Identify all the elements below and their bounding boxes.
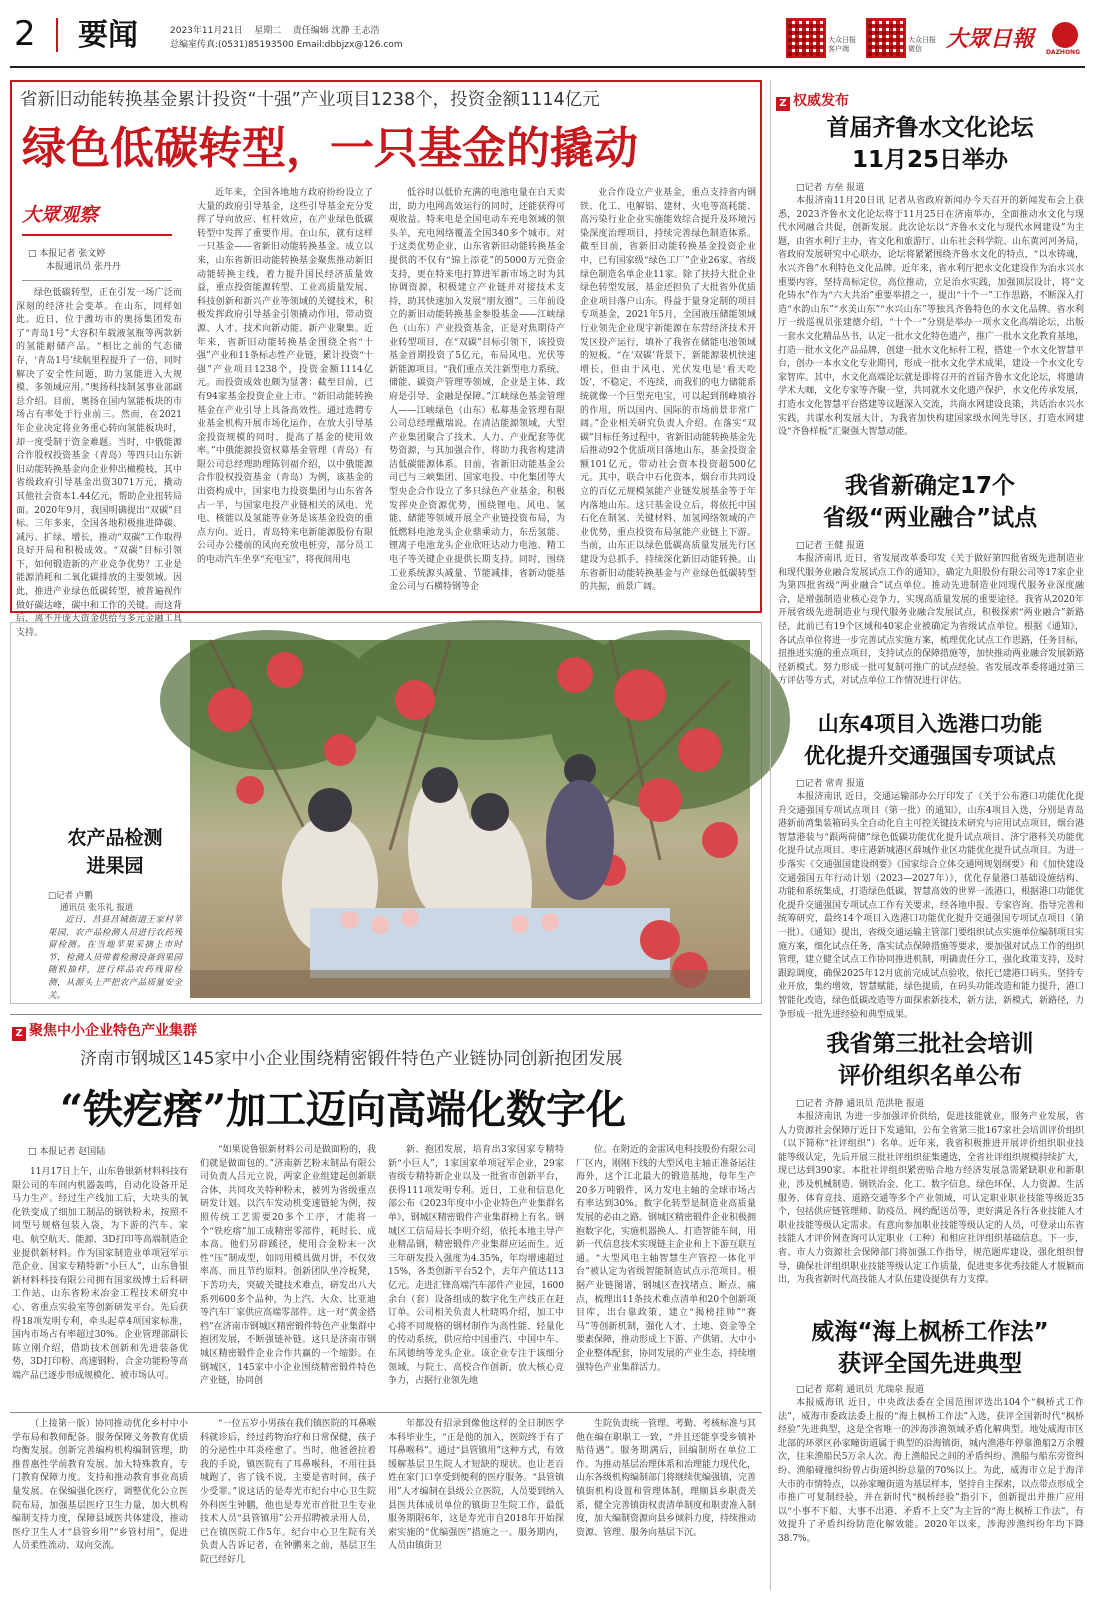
byline-divider bbox=[22, 280, 172, 281]
side-a1-byline: □记者 方垒 报道 bbox=[796, 183, 865, 193]
photo-caption-text: 近日，莒县莒城街道王家村苹果园，农产品检测人员进行农药残留检测。在当地苹果采摘上市时节，检测人员带着检测设备到果园随机抽样，进行样品农药残留检测，从源头上严把农产品质量安全关。 bbox=[48, 915, 182, 1001]
tag-box-icon: Z bbox=[776, 97, 790, 111]
side-a2-text bbox=[778, 553, 1084, 699]
side-a5-title: 威海“海上枫桥工作法” 获评全国先进典型 bbox=[811, 1319, 1049, 1377]
side-paragraph: 本报济南讯 为进一步加强评价供给，促进技能就业，服务产业发展，省人力资源社会保障厅近日下发通知，公布全省第三批167家社会培训评价组织（以下简称“社评组织”）名单。近年来，我省积极推进开展评价组织职业技能等级认定，先后开展三批社评组织征集遴选，全省社评组织规模持续扩大，现已达到390家。本批社评组织紧密贴合地方经济发展急需紧缺职业和新职业，涉及机械制造、钢铁冶金、化工、数字信息、绿色环保、人力资源、生活服务、体育竞技、道路交通等多个产业领域，可认定职业职业技能等级近35个，包括供应链管理师、防疫员、网约配送员等，更好满足各行各业技能人才职业技能等级认定需求。有意向参加职业技能等级认定的人员，可登录山东省技能人才评价网查询可认定职业（工种）和相应社评组织基础信息。下一步，省、市人力资源社会保障部门将加强工作指导，规范题库建设，强化组织督导，确保社评组织职业技能等级认定工作质量，促进更多优秀技能人才脱颖而出，为我省新时代高技能人才队伍建设提供有力支撑。 bbox=[778, 1112, 1085, 1286]
issue-weekday: 星期二 bbox=[254, 26, 282, 36]
lead-subtitle: 省新旧动能转换基金累计投资“十强”产业项目1238个，投资金额1114亿元 bbox=[20, 90, 600, 110]
lead-paragraph: 业合作设立产业基金，重点支持省内钢铁、化工、电解铝、建材、火电等高耗能、高污染行业企业实施能效综合提升及环境污染深度治理项目，持续完善绿色制造体系。截至目前，省新旧动能转换基金投资企业中，已有国家级“绿色工厂”企业26家、省级绿色制造名单企业11家。除了扶持大批企业绿色转型发展，基金还担负了大批省外优质企业项目落户山东。得益于量身定制的项目专项基金，2021年5月，全国液压储能领域行业领先企业现宇新能源在东营经济技术开发区投产运行，填补了我省在储能电池领域的短板。“在‘双碳’背景下，新能源装机快速增长，但由于风电、光伏发电是‘看天吃饭’，不稳定、不连续，而我们的电力储能系统就像一个巨型充电宝，可以起到削峰填谷的作用，所以国内、国际的市场前景非常广阔。”企业相关研究负责人介绍。在落实“双碳”目标任务过程中，省新旧动能转换基金先后推动92个优质项目落地山东，基金投资金额101亿元，带动社会资本投资超500亿元。其中，联合中石化资本，烟台市共同设立的百亿元规模氢能产业链发展基金等于年内落地山东。这只基金设立后，将依托中国石化在制氢、关键材料、加氢网络领域的产业优势，重点投资布局氢能产业链上下游。当前，山东正以绿色低碳高质量发展先行区建设为总抓手，持续深化新旧动能转换。山东省新旧动能转换基金与产业绿色低碳转型的共振，前景广阔。 bbox=[580, 188, 756, 593]
lead-paragraph: 低谷时以低价充满的电池电量在白天卖出，助力电网高效运行的同时，还能获得可观收益。特来电是全国电动车充电领域的领头羊，充电网络覆盖全国340多个城市。对于这类优势企业，山东省新旧动能转换基金提供的不仅有“锦上添花”的5000万元资金支持，更在特来电打算进军新市场之时为其协调资源，积极建立产业链并对接技术支持，助其快速加入发展“朋友圈”。三年前设立的新旧动能转换基金参股基金——江峡绿色（山东）产业投资基金，正是对焦期待产业转型项目，在“双碳”目标引领下，该投资基金首期投资了5亿元，布局风电、光伏等新能源项目。“我们重点关注新型电力系统、储能、碳资产管理等领域，企业是主体、政府是引导、金融是保障。”江峡绿色基金管理人——江峡绿色（山东）私募基金管理有限公司总经理戴瑞说。在清洁能源领域，大型产业集团聚合了技术、人力、产业配套等优势资源，与其加强合作，将助力我省构建清洁低碳能源体系。目前，省新旧动能基金公司已与三峡集团、国家电投、中化集团等大型央企合作设立了多只绿色产业基金，积极发挥央企资源优势，围绕锂电、风电、氢能、储能等领域开展全产业链投资布局，为低燃料电池龙头企业鼎乘动力，东岳氢能、锂离子电池龙头企业欣旺达动力电池、精工电子等关键企业提供长期支持。同时，围绕工业系统源头减量、节能减排，省新动能基金公司与石横特钢等企 bbox=[389, 188, 565, 593]
continued-text-col4 bbox=[576, 1418, 756, 1590]
feature-tag bbox=[12, 1020, 197, 1041]
continued-paragraph: 生院负责统一管理、考勤、考核标准与其他在编在职职工一致，“并且还能享受乡镇补贴待遇”。服务期满后，回编制所在单位工作。为推动基层治理体系和治理能力现代化，山东各级机构编制部门将继续优编强镇，完善镇街机构设置和管理体制，理顺县乡职责关系，健全完善镇街权责清单制度和职责准入制度，加大编制资源向县乡倾斜力度，持续推动资源、管理、服务向基层下沉。 bbox=[576, 1419, 757, 1538]
lead-byline-reporter: □ 本报记者 张文婷 bbox=[28, 249, 106, 259]
issue-date: 2023年11月21日 bbox=[170, 26, 243, 36]
column-logo-text: 大眾观察 bbox=[22, 204, 99, 226]
feature-title: “铁疙瘩”加工迈向高端化数字化 bbox=[60, 1086, 627, 1133]
continued-text-col3 bbox=[388, 1418, 564, 1590]
feature-byline: □ 本报记者 赵国陆 bbox=[28, 1147, 106, 1157]
logo-emblem-icon bbox=[1052, 22, 1078, 48]
feature-tag-text: 聚焦中小企业特色产业集群 bbox=[29, 1023, 197, 1039]
side-a4-text bbox=[778, 1111, 1084, 1307]
side-a4-byline: □记者 齐静 通讯员 范洪艳 报道 bbox=[796, 1099, 924, 1109]
column-logo-underline bbox=[22, 234, 172, 236]
photo-caption-title-text: 农产品检测进果园 bbox=[67, 827, 163, 877]
feature-paragraph: 位。在附近的金雷风电科技股份有限公司厂区内，刚刚下线的大型风电主轴正准备运往海外，这个江北最大的锻造基地，每年生产20多万吨锻件，风力发电主轴的全球市场占有率达到30%。数字化转型是制造业高质量发展的必由之路。钢城区精密锻件企业积极拥抱数字化，实施机器换人、打造智能车间，用新一代信息技术实现链主企业和上下游互联互通。“大型风电主轴智慧生产管控一体化平台”被认定为省级智能制造试点示范项目。根据产业链图谱，钢城区查找堵点、断点、痛点，梳理出11条技术难点清单和20个创新项目库，出台靠政策，建立“揭榜挂帅”“赛马”等创新机制，强化人才、土地、资金等全要素保障，推动形成上下游、产供销、大中小企业整体配套，协同发展的产业生态，持续增强特色产业集群活力。 bbox=[576, 1145, 757, 1373]
feature-subtitle: 济南市钢城区145家中小企业围绕精密锻件特色产业链协同创新抱团发展 bbox=[80, 1049, 623, 1069]
side-a1-title: 首届齐鲁水文化论坛 11月25日举办 bbox=[826, 115, 1034, 173]
feature-top-rule bbox=[10, 1014, 762, 1015]
side-paragraph: 本报威海讯 近日，中央政法委在全国范围评选出104个“枫桥式工作法”，威海市委政法委上报的“海上枫桥工作法”入选，获评全国新时代“枫桥经验”先进典型，这是全省唯一的涉海涉渔领域矛盾化解典型。地处威海市区北部的环翠区孙家疃街道属于典型的沿海镇街，城内渔港年停靠渔船2万余艘次，往来渔船民5万余人次。海上渔船民之间的矛盾纠纷、渔船与船东旁资纠纷、渔船碰撞纠纷曾占街道纠纷总量的70%以上。为此，威海市立足于海洋大市的市情特点，以孙家疃街道为基层样本，坚持自主探索，以点带点形成全市推广可复制经验，并在新时代“枫桥经验”指引下，创新提出并推广应用以“小事不下船、大事不出港、矛盾不上交”为主旨的“海上枫桥工作法”，有效提升了矛盾纠纷防范化解效能。2020年以来，涉海涉渔纠纷年均下降38.7%。 bbox=[778, 1398, 1085, 1544]
lead-paragraph: 绿色低碳转型，正在引发一场广泛而深刻的经济社会变革。在山东，同样如此。近日，位于潍坊市的奥扬集团发布了“青岛1号”大容积车载液氢瓶等两款新的氢能耐储产品。“相比之前的气态储存，‘青岛1号’续航里程提升了一倍，同时解决了安全性问题，助力氢能进入大规模、多领域应用。”奥扬科技制氢事业部副总介绍。目前，奥扬在国内氢能板块的市场占有率处于行业前三。然而，在2021年企业决定将业务重心转向氢能板块时，却一度受制于资金难题。当时，中俄能源合作股权投资基金（青岛）等四只山东新旧动能转换基金向企业伸出橄榄枝，其中省级政府引导基金出资3071万元，撬动其他社会资本1.44亿元，帮助企业扭转局面。2020年9月，我国明确提出“双碳”目标。三年多来，全国各地积极推进降碳、减污、扩绿、增长，推动“双碳”工作取得良好开局和积极成效。“双碳”目标引领下，如何锻造新的产业竞争优势？工业是能源消耗和二氧化碳排放的主要领域。因此，推进产业绿色低碳转型，被普遍视作做好碳达峰，碳中和工作的关键。而这背后，离不开庞大资金供给与多元金融工具支持。 bbox=[16, 288, 182, 638]
photo-byline-reporter: □记者 卢鹏 bbox=[48, 891, 93, 901]
side-paragraph: 本报济南11月20日讯 记者从省政府新闻办今天召开的新闻发布会上获悉，2023齐鲁水文化论坛将于11月25日在济南举办，全面推动水文化与现代水网融合共促，创新发展。此次论坛以“齐鲁水文化与现代水网建设”为主题，由省水利厅主办，省文化和旅游厅、山东社会科学院、山东黄河河务局，省政府发展研究中心联办，论坛将紧紧围绕齐鲁水文化的特点，“以水铸魂，水兴齐鲁”水利特色文化品牌。近年来，省水利厅把水文化建设作为治水兴水重要内容，坚持高标定位，高位推动，立足治水实践，加强顶层设计，将“文化铸水”作为“六大共治”重要举措之一，提出“十个一”工作思路，不断深入打造“水韵山东”“水美山东”“水兴山东”等独具齐鲁特色的水文化品牌。省水利厅一级巡视员张建德介绍，“十个一”分别是举办一项水文化高端论坛，出版一套水文化精品丛书，认定一批水文化特色遗产，推广一批水文化教育基地，打造一批水文化产品品牌，创建一批水文化标杆工程，搭建一个水文化智慧平台，创办一本水文化专业期刊，形成一批水文化学术成果，建设一个水文化专家智库。其中，水文化高端论坛就是即将召开的首届齐鲁水文化论坛，将邀请学术大咖，文化专家等齐聚一堂，共同就水文化遗产保护，水文化传承发展，打造水文化智慧平台搭建等议题深入交流，共商水网建设良策，共话治水兴水实践，共谋水利发展大计，为我省加快构建国家级水网先导区，打造水网建设“齐鲁样板”汇聚强大智慧动能。 bbox=[778, 196, 1085, 438]
feature-text-col3 bbox=[388, 1144, 564, 1404]
feature-paragraph: 新、抱团发展，培育出3家国家专精特新“小巨人”，1家国家单项冠军企业，29家省级专精特新企业以及一批省市创新平台，获得111项发明专利。近日，工业和信息化部公布《2023年度中小企业特色产业集群名单》，钢城区精密锻件产业集群榜上有名。钢城区工信局局长李明介绍，依托本地主导产业精品钢，精密锻件产业集群应运而生。近三年研发投入强度为4.35%，年均增速超过15%，各类创新平台52个，去年产值达113亿元。走进汇锋高端汽车部件产业园，1600余台（套）设备组成的数字化生产线正在赶订单。公司相关负责人杜晓鸣介绍，加工中心将不同规格的钢材制作为高性能、轻量化的传动系统，供应给中国重汽、中国中车、东风德纳等龙头企业。该企业专注于该细分领域，与院士、高校合作创新，放大核心竞争力，占据行业领先地 bbox=[388, 1145, 564, 1387]
side-a3-title: 山东4项目入选港口功能 优化提升交通强国专项试点 bbox=[804, 712, 1056, 768]
logo-subtext: DAZHONG bbox=[1045, 49, 1080, 56]
continued-text-col1 bbox=[12, 1418, 188, 1590]
editors: 责任编辑 沈静 王志浩 bbox=[292, 26, 380, 36]
lead-byline bbox=[28, 248, 178, 274]
header-rule bbox=[10, 66, 1085, 68]
photo-caption-title bbox=[40, 824, 190, 880]
side-paragraph: 本报济南讯 近日，省发展改革委印发《关于做好第四批省级先进制造业和现代服务业融合发展试点工作的通知》，确定九阳股份有限公司等17家企业为第四批省级“两业融合”试点单位。推动先进制造业同现代服务业深度融合，是增强制造业核心竞争力，实现高质量发展的重要途径。我省从2020年开展省级先进制造业与现代服务业融合发展试点，积极探索“两业融合”新路径，此前已有19个区域和40家企业被确定为省级试点单位。根据《通知》，各试点单位将进一步完善试点实施方案，梳理优化试点工作思路，任务目标，扭推进实施的重点项目，支持试点的保障措施等，加快推动两业融合发展新路径新模式。努力形成一批可复制可推广的试点经验。省发展改革委将通过第三方评估等方式，对试点单位工作情况进行评估。 bbox=[778, 554, 1085, 687]
news-photo[interactable] bbox=[190, 640, 750, 998]
feature-paragraph: 11月17日上午，山东鲁银新材料科技有限公司的车间内机器轰鸣，自动化设备开足马力生产。经过生产线加工后，大块头的氧化铁变成了细加工制品的钢铁粉末，按照不同型号规格包装入袋，为下游的汽车、家电、航空航天、能源、3D打印等高端制造企业提供新材料。作为国家制造业单项冠军示范企业、国家专精特新“小巨人”，山东鲁银新材料科技有限公司拥有国家级博士后科研工作站、山东省粉末冶金工程技术研究中心、省重点实验室等创新研发平台。先后获得18项发明专利，牵头起草4项国家标准，国内市场占有率超过30%。企业管理部副长陈立刚介绍，借助技术创新和先进装备优势，3D打印粉、高速钢粉、合金功能粉等高端产品已逐步形成规模化、被市场认可。 bbox=[12, 1167, 188, 1381]
photo-byline-correspondent: 通讯员 张乐礼 报道 bbox=[60, 903, 134, 913]
lead-text-col4 bbox=[580, 187, 756, 609]
logo-text: 大眾日報 bbox=[946, 26, 1035, 52]
column-logo bbox=[22, 200, 172, 234]
lead-paragraph: 近年来，全国各地地方政府纷纷设立了大量的政府引导基金，这些引导基金充分发挥了导向放应、杠杆效应，在产业绿色低碳转型中发挥了重要作用。在山东，就有这样一只基金——省新旧动能转换基金。成立以来，山东省新旧动能转换基金聚焦推动新旧动能转换主线，着力提升国民经济质量效益，重点投资能源转型、工业高质量发展、科技创新和新兴产业等领域的关键技术，积极发挥政府引导基金引领撬动作用，带动资源、人才、技术向新动能、新产业聚集。近年来，省新旧动能转换基金围绕全省“十强”产业和11条标志性产业链，累计投资“十强”产业项目1238个，投资金额1114亿元。而投资成效也颇为显著：截至目前，已有94家基金投资企业上市。“新旧动能转换基金在产业引导上具备高效性。通过选聘专业基金机构开展市场化运作，在放大引导基金投资规模的同时，提高了基金的使用效率。”中俄能源投资权募基金管理（青岛）有限公司总经理助理陈钊福介绍，以中俄能源合作股权投资基金（青岛）为例，该基金的出资构成中，国家电力投资集团与山东省各占一半，与国家电投产业链相关的风电、光电、核能以及氢能等业务是该基金投资的重点方向。近日，青岛特来电新能源股份有限公司办公楼前的风向充放电桩旁，部分员工的电动汽车坐享“充电宝”，将夜间用电 bbox=[197, 188, 373, 566]
side-a3-text bbox=[778, 791, 1084, 1019]
header-meta bbox=[170, 24, 403, 52]
side-a3-byline: □记者 常青 报道 bbox=[796, 779, 865, 789]
newspaper-logo bbox=[942, 16, 1082, 62]
feature-text-col4 bbox=[576, 1144, 756, 1404]
continued-text-col2 bbox=[200, 1418, 376, 1590]
sidebar-tag bbox=[776, 90, 849, 111]
continued-paragraph: 年都没有招录到像他这样的全日制医学本科毕业生，“正是他的加入，医院终于有了耳鼻喉科”。通过“县管镇用”这种方式，有效缓解基层卫生院人才短缺的现状。也让老百姓在家门口享受到便利的医疗服务。“县管镇用”人才编制在县级公立医院，人员要到纳入县医共体成员单位的镇街卫生院工作，最低服务期限6年，这是寿光市自2018年开始探索实施的“优编强医”措施之一。服务期内，人员由镇街卫 bbox=[388, 1419, 564, 1552]
side-a1-text bbox=[778, 195, 1084, 457]
feature-text-col2 bbox=[200, 1144, 376, 1404]
side-a2-byline: □记者 王健 报道 bbox=[796, 541, 865, 551]
continued-paragraph: （上接第一版）协同推动优化乡村中小学布局和教师配备。服务保障义务教育优质均衡发展。创新完善编构机构编制管理，助推普惠性学前教育发展。加大特殊教育，专门教育保障力度。支持和推动教育事业高质量发展。在保编强化医疗，调整优化公立医院布局，加强基层医疗卫生力量，加大机构编制支持力度，保障县域医共体建设，推动医疗卫生人才“县管乡用”“乡管村用”，促进人员柔性流动、双向交流。 bbox=[12, 1419, 188, 1552]
sidebar-divider bbox=[770, 80, 771, 1590]
side-a4-title: 我省第三批社会培训 评价组织名单公布 bbox=[826, 1031, 1034, 1089]
side-paragraph: 本报济南讯 近日，交通运输部办公厅印发了《关于公布港口功能优化提升交通强国专项试点项目（第一批）的通知》，山东4项目入选，分别是青岛港新前湾集装箱码头全自动化自主可控关键技术研究与应用试点项目，烟台港智慧港装与“跟两荷储”绿色低碳功能优化提升试点项目、济宁港科关功能优化提升试点项目、枣庄港新城港区薛城作业区功能优化提升试点项目。为进一步落实《交通强国建设纲要》《国家综合立体交通网规划纲要》和《加快建设交通强国五年行动计划（2023—2027年）》，优化存量港口基础设施结构、功能和系统集成，打造绿色低碳，智慧高效的世界一流港口，根据港口功能优化提升交通强国专项试点工作有关要求，经各地申报、专家咨询、指导完善和统筹研究，最终14个项目入选港口功能优化提升交通强国专项试点项目（第一批）。《通知》提出，省级交通运输主管部门要组织试点实施单位编制项目实施方案，细化试点任务，落实试点保障措施等要求，要加强对试点工作的组织管理，建立健全试点工作协同推进机制，明确责任分工，强化政策支持，及时跟踪调度，确保2025年12月底前完成试点验收，依托已建港口码头，坚持专业开放，集约增效，智慧赋能，绿色提质，在码头功能改造和能力提升，港口智能化改造，绿色低碳改造等方面探索新技术，新方法，新模式，新路径，力争形成一批先进经验和典型成果。 bbox=[778, 792, 1085, 1020]
contact-info: 总编室传真:(0531)85193500 Email:dbbjzx@126.com bbox=[170, 40, 403, 50]
continued-paragraph: “一位五岁小男孩在我们镇医院的耳鼻喉科就诊后，经过药物治疗和日常保健，孩子的分泌性中耳炎痊愈了。当时，他爸爸拉着我的手说，镇医院有了耳鼻喉科，不用往县城跑了，省了钱不说，主要是省时间，孩子少受罪。”说这话的是寿光市纪台中心卫生院外科医生钟鹏，他也是寿光市首批卫生专业技术人员“县管镇用”公开招聘被录用人员，已在镇医院工作5年。纪台中心卫生院有关负责人告诉记者，在钟鹏来之前，基层卫生院已经好几 bbox=[200, 1419, 376, 1565]
page-number: 2 bbox=[14, 14, 36, 54]
lead-byline-correspondent: 本报通讯员 张丹丹 bbox=[46, 262, 121, 272]
continued-top-rule bbox=[10, 1412, 762, 1413]
feature-paragraph: “如果说鲁银新材料公司是做面粉的，我们就是做面包的。”济南新艺粉末制品有限公司负责人吕元立说，两家企业组建起创新联合体，共同攻关特种粉末，被列为省级重点研发计划。以汽车发动机变速链轮为例，按照传统工艺需要20多个工序，才能将一个“铁疙瘩”加工成精密零部件，耗时长、成本高。他们另辟蹊径，使用合金粉末一次性“压”制成型，如同用模具做月饼，不仅效率高、而且节约原料。创新团队坐冷板凳，下苦功夫，突破关键技术难点，研发出八大系列600多个品种，为上汽、大众、比亚迪等汽车厂家供应高端零部件。这一对“黄金搭档”在济南市钢城区精密锻件特色产业集群中抱团发展，不断强链补链。这只是济南市钢城区精密锻件企业合作共赢的一个缩影。在钢城区，145家中小企业围绕精密锻件特色产业链，协同创 bbox=[200, 1145, 376, 1387]
sidebar-tag-text: 权威发布 bbox=[793, 93, 849, 109]
side-a5-text bbox=[778, 1397, 1084, 1590]
tag-box-icon: Z bbox=[12, 1027, 26, 1041]
qr2-label: 大众日报 微信 bbox=[908, 36, 936, 53]
qr-code-icon[interactable] bbox=[786, 18, 826, 58]
lead-text-col2 bbox=[197, 187, 373, 609]
side-a2-title: 我省新确定17个 省级“两业融合”试点 bbox=[822, 473, 1038, 531]
feature-text-col1 bbox=[12, 1166, 188, 1404]
lead-title: 绿色低碳转型，一只基金的撬动 bbox=[22, 123, 638, 174]
header-divider-vertical bbox=[56, 18, 58, 52]
side-a5-byline: □记者 郑莉 通讯员 尤瑞泉 报道 bbox=[796, 1385, 924, 1395]
lead-text-col3 bbox=[389, 187, 565, 609]
qr-code-icon[interactable] bbox=[866, 18, 906, 58]
orchard-scene bbox=[190, 640, 750, 998]
lead-text-col1 bbox=[16, 287, 182, 638]
photo-byline bbox=[48, 890, 188, 914]
section-name: 要闻 bbox=[78, 18, 138, 53]
qr1-label: 大众日报 客户端 bbox=[828, 36, 856, 53]
